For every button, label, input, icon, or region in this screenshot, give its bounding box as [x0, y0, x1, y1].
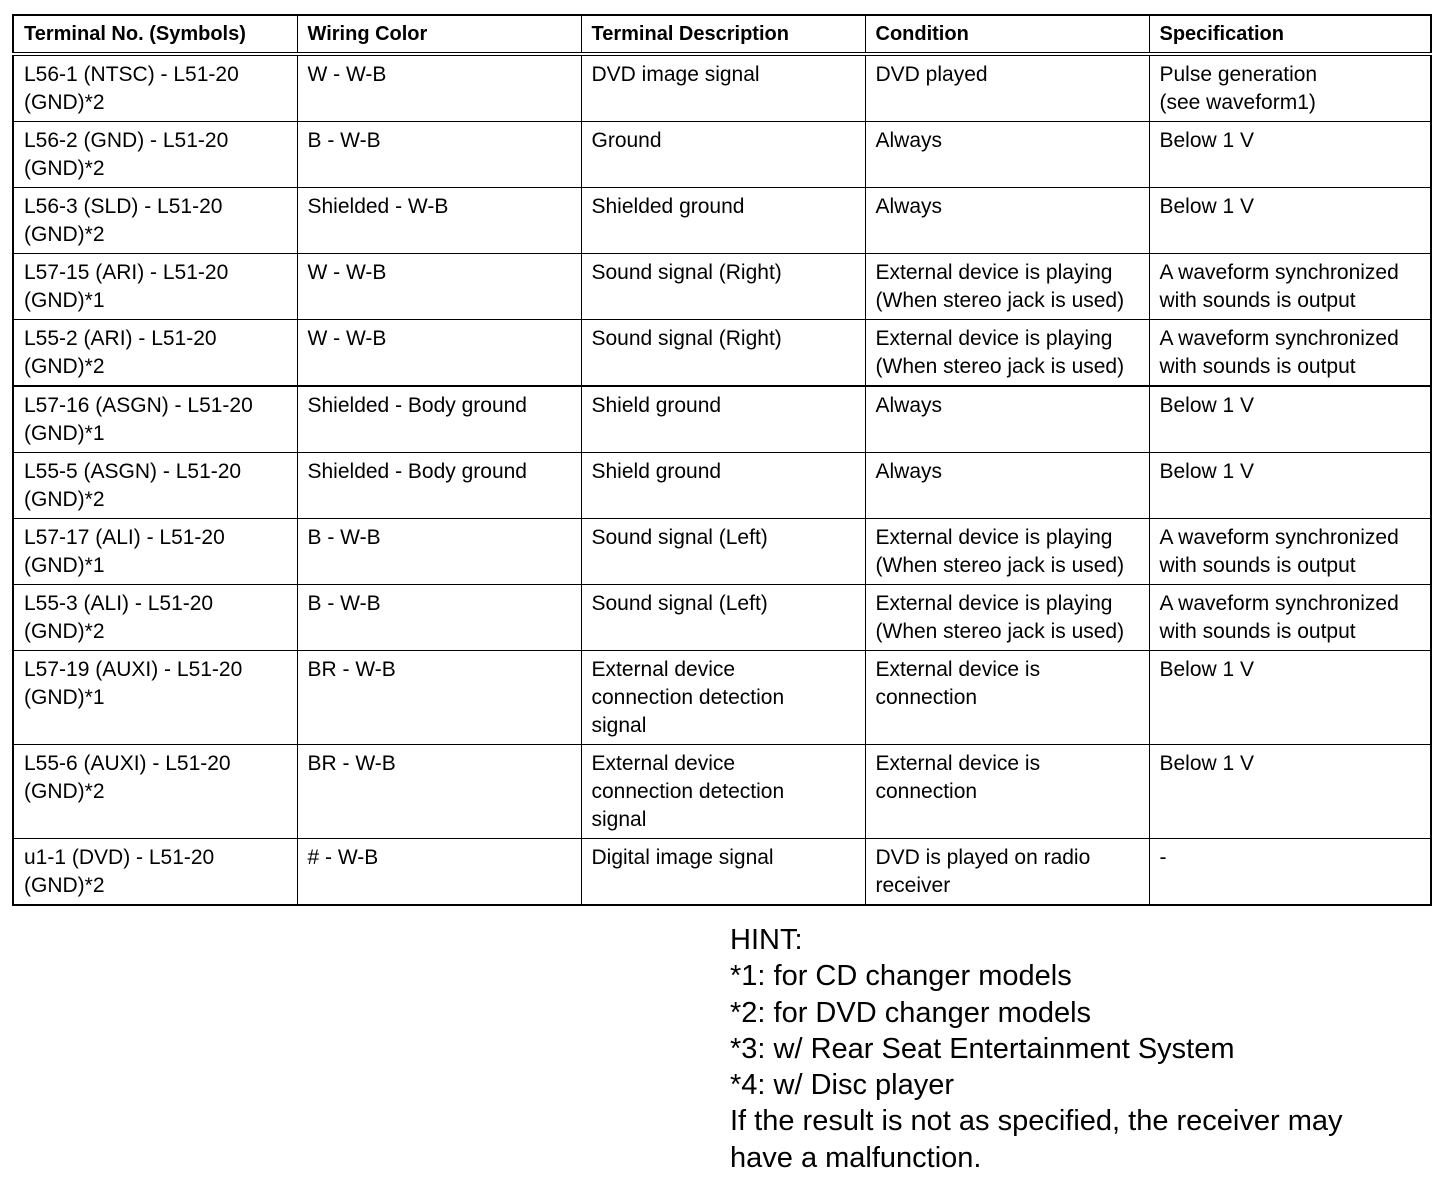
cell-terminal	[13, 453, 297, 519]
header-specification: Specification	[1149, 15, 1431, 54]
cell-condition	[865, 453, 1149, 519]
table-row	[13, 254, 1431, 320]
cell-terminal-text: L55-5 (ASGN) - L51-20 (GND)*2	[24, 460, 242, 511]
table-row	[13, 745, 1431, 839]
cell-terminal-text: L55-6 (AUXI) - L51-20 (GND)*2	[24, 752, 231, 803]
cell-wiring-color-text: # - W-B	[307, 846, 379, 869]
cell-specification-text: Below 1 V	[1159, 394, 1255, 417]
cell-description	[581, 188, 865, 254]
cell-terminal	[13, 839, 297, 906]
cell-condition-text: External device is playing (When stereo jack is used)	[875, 526, 1125, 577]
cell-condition	[865, 651, 1149, 745]
cell-specification-text: Below 1 V	[1159, 129, 1255, 152]
cell-specification	[1149, 651, 1431, 745]
cell-description	[581, 54, 865, 122]
cell-condition-text: External device is playing (When stereo jack is used)	[875, 261, 1125, 312]
cell-condition-text: Always	[875, 460, 943, 483]
cell-description-text: Shield ground	[591, 460, 722, 483]
cell-terminal-text: L55-3 (ALI) - L51-20 (GND)*2	[24, 592, 214, 643]
cell-wiring-color	[297, 585, 581, 651]
cell-wiring-color	[297, 254, 581, 320]
cell-description	[581, 839, 865, 906]
table-row	[13, 651, 1431, 745]
cell-specification	[1149, 386, 1431, 453]
cell-wiring-color	[297, 320, 581, 387]
cell-terminal	[13, 320, 297, 387]
cell-description	[581, 254, 865, 320]
cell-description-text: Shielded ground	[591, 195, 745, 218]
cell-specification-text: Below 1 V	[1159, 460, 1255, 483]
cell-wiring-color	[297, 122, 581, 188]
cell-condition	[865, 320, 1149, 387]
hint-result-line-1: If the result is not as specified, the receiver may	[730, 1105, 1343, 1138]
cell-terminal	[13, 745, 297, 839]
table-row	[13, 320, 1431, 387]
cell-specification-text: Below 1 V	[1159, 658, 1255, 681]
hint-result-line-2: have a malfunction.	[730, 1141, 982, 1174]
cell-terminal-text: L57-19 (AUXI) - L51-20 (GND)*1	[24, 658, 243, 709]
cell-condition	[865, 122, 1149, 188]
cell-description	[581, 453, 865, 519]
cell-wiring-color-text: Shielded - Body ground	[307, 394, 527, 417]
hint-note-1: *1: for CD changer models	[730, 960, 1072, 993]
table-row	[13, 585, 1431, 651]
table-row	[13, 122, 1431, 188]
header-terminal-description: Terminal Description	[581, 15, 865, 54]
cell-wiring-color	[297, 54, 581, 122]
header-condition: Condition	[865, 15, 1149, 54]
hint-title: HINT:	[730, 924, 803, 956]
cell-specification-text: Pulse generation (see waveform1)	[1159, 63, 1318, 114]
cell-specification-text: A waveform synchronized with sounds is output	[1159, 526, 1399, 577]
cell-terminal-text: L55-2 (ARI) - L51-20 (GND)*2	[24, 327, 217, 378]
cell-condition	[865, 745, 1149, 839]
cell-description-text: Sound signal (Right)	[591, 261, 782, 284]
cell-terminal-text: u1-1 (DVD) - L51-20 (GND)*2	[24, 846, 215, 897]
table-header-row	[13, 15, 1431, 54]
cell-specification-text: -	[1159, 846, 1167, 869]
hint-notes	[730, 922, 1430, 1176]
cell-wiring-color-text: Shielded - Body ground	[307, 460, 527, 483]
cell-wiring-color	[297, 745, 581, 839]
cell-specification-text: A waveform synchronized with sounds is output	[1159, 592, 1399, 643]
cell-condition-text: External device is playing (When stereo jack is used)	[875, 592, 1125, 643]
cell-condition-text: Always	[875, 394, 943, 417]
cell-condition-text: External device is playing (When stereo jack is used)	[875, 327, 1125, 378]
cell-condition	[865, 585, 1149, 651]
cell-condition	[865, 519, 1149, 585]
header-terminal: Terminal No. (Symbols)	[13, 15, 297, 54]
cell-description	[581, 651, 865, 745]
cell-condition-text: Always	[875, 129, 943, 152]
cell-wiring-color	[297, 651, 581, 745]
cell-description	[581, 386, 865, 453]
cell-terminal	[13, 188, 297, 254]
cell-description-text: Sound signal (Right)	[591, 327, 782, 350]
cell-condition-text: External device is connection	[875, 752, 1041, 803]
cell-description-text: External device connection detection signal	[591, 658, 785, 737]
table-row	[13, 519, 1431, 585]
cell-condition	[865, 188, 1149, 254]
cell-description	[581, 519, 865, 585]
table-row	[13, 54, 1431, 122]
cell-terminal	[13, 254, 297, 320]
cell-terminal	[13, 519, 297, 585]
hint-note-2: *2: for DVD changer models	[730, 996, 1092, 1029]
cell-condition	[865, 386, 1149, 453]
cell-wiring-color	[297, 453, 581, 519]
cell-specification	[1149, 320, 1431, 387]
cell-specification	[1149, 745, 1431, 839]
cell-terminal	[13, 54, 297, 122]
terminal-spec-table	[12, 14, 1432, 906]
cell-terminal-text: L57-17 (ALI) - L51-20 (GND)*1	[24, 526, 225, 577]
cell-terminal-text: L56-2 (GND) - L51-20 (GND)*2	[24, 129, 229, 180]
cell-description	[581, 122, 865, 188]
cell-terminal-text: L57-15 (ARI) - L51-20 (GND)*1	[24, 261, 229, 312]
cell-specification-text: Below 1 V	[1159, 195, 1255, 218]
cell-wiring-color-text: W - W-B	[307, 327, 387, 350]
cell-description-text: Sound signal (Left)	[591, 592, 768, 615]
cell-wiring-color-text: B - W-B	[307, 592, 381, 615]
cell-specification-text: Below 1 V	[1159, 752, 1255, 775]
cell-terminal	[13, 585, 297, 651]
table-row	[13, 839, 1431, 906]
cell-terminal	[13, 122, 297, 188]
cell-specification	[1149, 188, 1431, 254]
cell-terminal	[13, 651, 297, 745]
cell-description-text: Sound signal (Left)	[591, 526, 768, 549]
cell-description	[581, 585, 865, 651]
cell-condition-text: DVD is played on radio receiver	[875, 846, 1091, 897]
cell-description-text: External device connection detection signal	[591, 752, 785, 831]
cell-condition	[865, 254, 1149, 320]
cell-wiring-color-text: B - W-B	[307, 526, 381, 549]
table-row	[13, 453, 1431, 519]
cell-description-text: DVD image signal	[591, 63, 760, 86]
cell-wiring-color-text: Shielded - W-B	[307, 195, 449, 218]
cell-description	[581, 745, 865, 839]
cell-terminal-text: L57-16 (ASGN) - L51-20 (GND)*1	[24, 394, 253, 445]
cell-condition	[865, 839, 1149, 906]
cell-description-text: Shield ground	[591, 394, 722, 417]
cell-wiring-color-text: BR - W-B	[307, 752, 396, 775]
cell-specification	[1149, 839, 1431, 906]
header-wiring-color: Wiring Color	[297, 15, 581, 54]
table-row	[13, 188, 1431, 254]
cell-condition-text: Always	[875, 195, 943, 218]
cell-wiring-color-text: BR - W-B	[307, 658, 396, 681]
cell-specification	[1149, 54, 1431, 122]
cell-specification	[1149, 585, 1431, 651]
cell-wiring-color-text: W - W-B	[307, 63, 387, 86]
hint-note-3: *3: w/ Rear Seat Entertainment System	[730, 1032, 1235, 1065]
hint-note-4: *4: w/ Disc player	[730, 1069, 955, 1102]
cell-specification	[1149, 122, 1431, 188]
table-row	[13, 386, 1431, 453]
cell-specification	[1149, 519, 1431, 585]
cell-wiring-color-text: W - W-B	[307, 261, 387, 284]
cell-terminal	[13, 386, 297, 453]
cell-description-text: Ground	[591, 129, 662, 152]
cell-terminal-text: L56-1 (NTSC) - L51-20 (GND)*2	[24, 63, 239, 114]
cell-condition	[865, 54, 1149, 122]
cell-condition-text: External device is connection	[875, 658, 1041, 709]
cell-specification	[1149, 254, 1431, 320]
cell-specification	[1149, 453, 1431, 519]
cell-description-text: Digital image signal	[591, 846, 774, 869]
cell-wiring-color-text: B - W-B	[307, 129, 381, 152]
cell-wiring-color	[297, 839, 581, 906]
cell-specification-text: A waveform synchronized with sounds is output	[1159, 261, 1399, 312]
cell-wiring-color	[297, 519, 581, 585]
cell-description	[581, 320, 865, 387]
cell-wiring-color	[297, 188, 581, 254]
cell-specification-text: A waveform synchronized with sounds is output	[1159, 327, 1399, 378]
cell-terminal-text: L56-3 (SLD) - L51-20 (GND)*2	[24, 195, 223, 246]
cell-wiring-color	[297, 386, 581, 453]
cell-condition-text: DVD played	[875, 63, 988, 86]
